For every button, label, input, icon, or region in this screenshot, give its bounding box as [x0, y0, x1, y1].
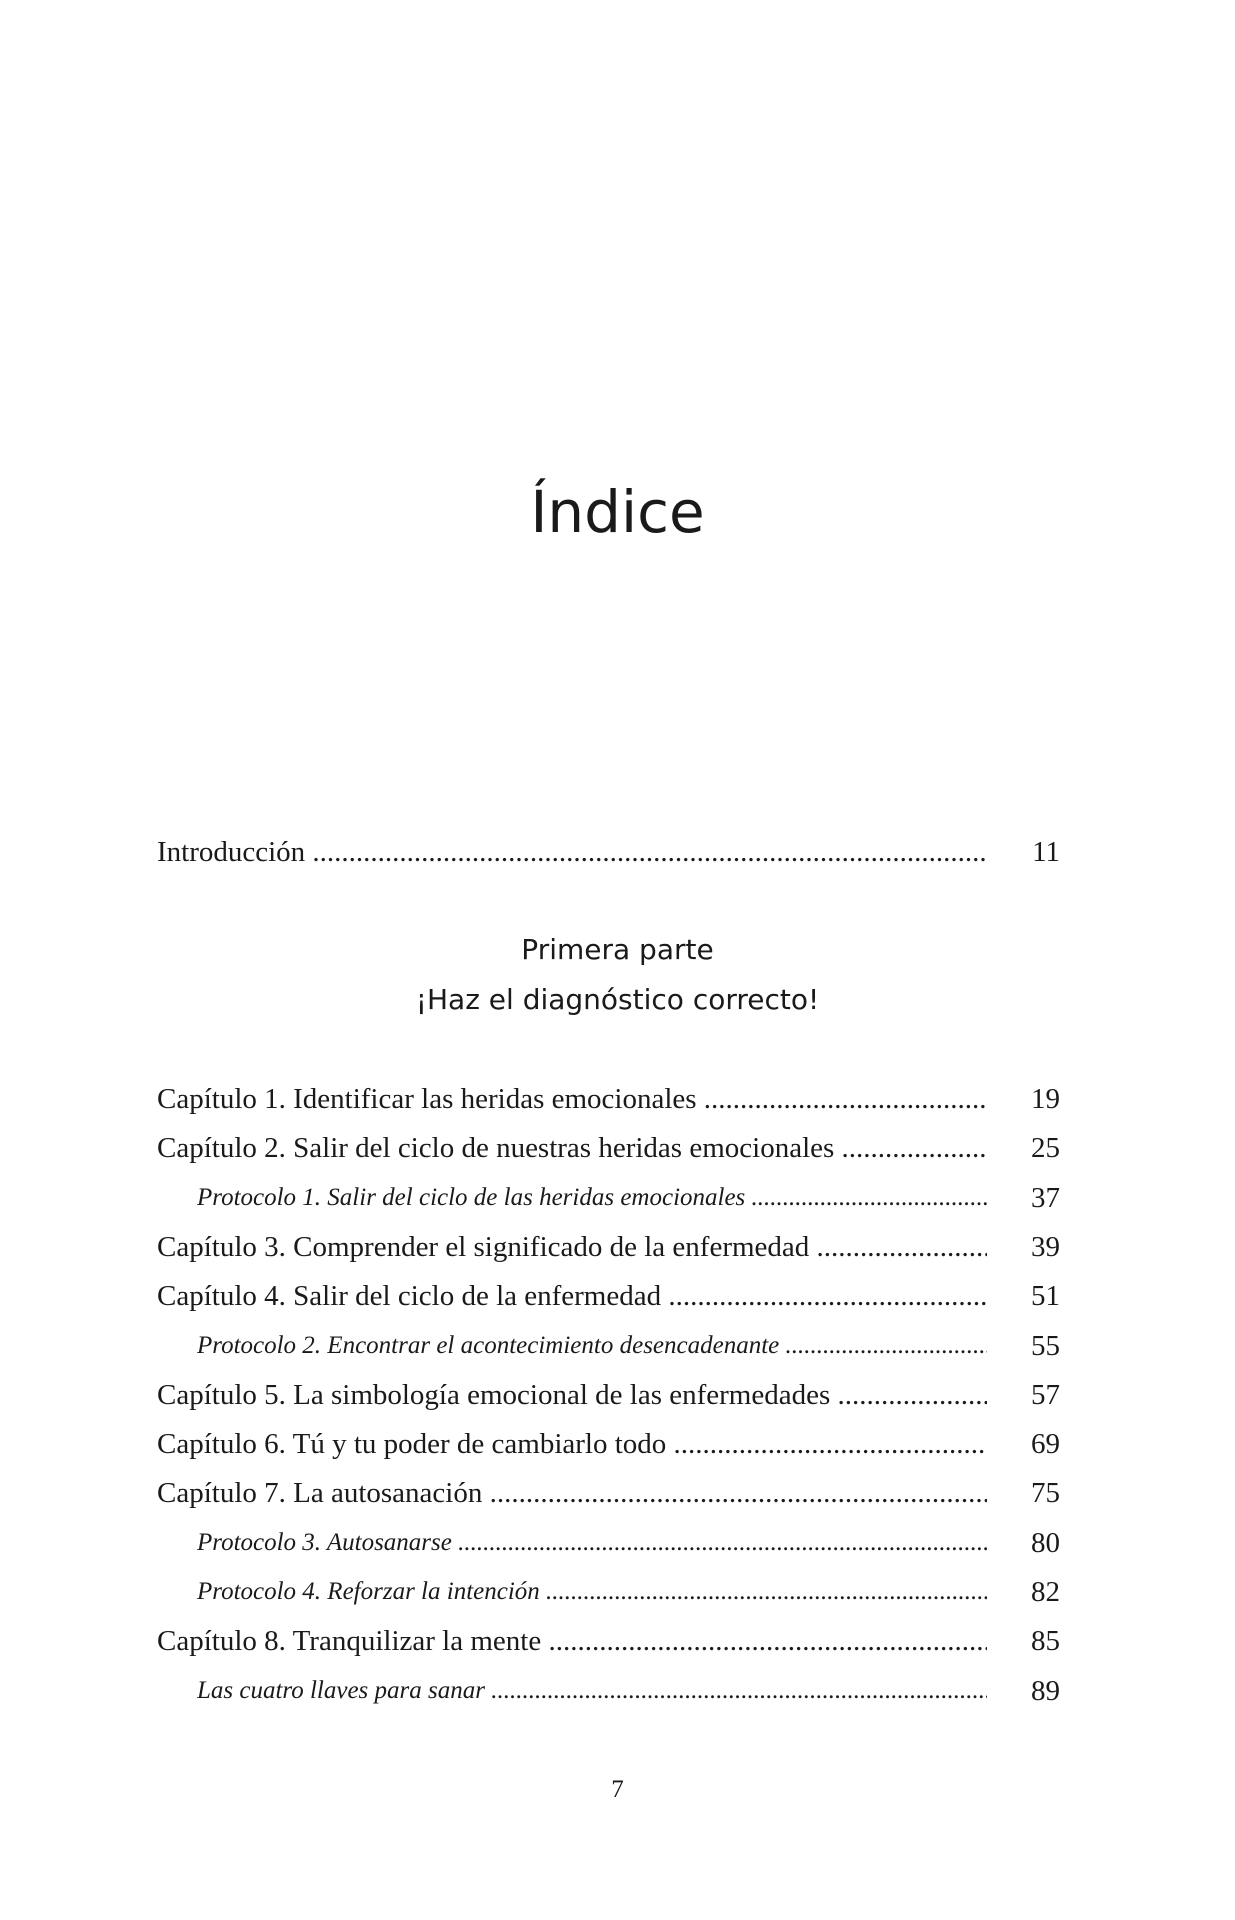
toc-entry-chapter-7[interactable] [157, 1471, 1060, 1515]
toc-entry-label: Capítulo 2. Salir del ciclo de nuestras heridas emocionales [157, 1132, 835, 1164]
toc-entry-label: Capítulo 8. Tranquilizar la mente [157, 1625, 542, 1657]
toc-entry-four-keys[interactable] [197, 1669, 1060, 1713]
page-number: 7 [611, 1776, 624, 1803]
toc-entry-introduction[interactable] [157, 830, 1060, 874]
toc-entry-page: 39 [1031, 1231, 1060, 1263]
toc-entry-protocol-2[interactable] [197, 1324, 1060, 1368]
toc-entry-chapter-4[interactable] [157, 1274, 1060, 1318]
toc-entry-protocol-1[interactable] [197, 1176, 1060, 1220]
toc-entry-label: Capítulo 5. La simbología emocional de las enfermedades [157, 1379, 831, 1411]
toc-entry-chapter-3[interactable] [157, 1225, 1060, 1269]
toc-entry-page: 85 [1031, 1625, 1060, 1657]
toc-entry-protocol-4[interactable] [197, 1570, 1060, 1614]
page-title: Índice [530, 477, 705, 546]
table-of-contents [157, 0, 1157, 1920]
toc-entry-page: 25 [1031, 1132, 1060, 1164]
part-label: Primera parte [521, 933, 714, 966]
toc-entry-label: Protocolo 1. Salir del ciclo de las heridas emocionales [197, 1184, 746, 1211]
toc-entry-page: 80 [1031, 1527, 1060, 1559]
toc-entry-chapter-1[interactable] [157, 1077, 1060, 1121]
toc-entry-page: 37 [1031, 1182, 1060, 1214]
toc-entry-page: 57 [1031, 1379, 1060, 1411]
toc-entry-chapter-8[interactable] [157, 1619, 1060, 1663]
toc-entry-chapter-2[interactable] [157, 1126, 1060, 1170]
toc-entry-page: 11 [1032, 836, 1060, 868]
toc-entry-label: Las cuatro llaves para sanar [197, 1677, 485, 1704]
toc-entry-protocol-3[interactable] [197, 1521, 1060, 1565]
toc-entry-page: 19 [1031, 1083, 1060, 1115]
toc-entry-page: 51 [1031, 1280, 1060, 1312]
toc-entry-label: Capítulo 3. Comprender el significado de la enfermedad [157, 1231, 810, 1263]
toc-entry-page: 69 [1031, 1428, 1060, 1460]
toc-entry-page: 75 [1031, 1477, 1060, 1509]
toc-entry-chapter-5[interactable] [157, 1373, 1060, 1417]
toc-entry-label: Protocolo 2. Encontrar el acontecimiento desencadenante [197, 1332, 780, 1359]
part-subtitle: ¡Haz el diagnóstico correcto! [415, 983, 820, 1016]
toc-entry-chapter-6[interactable] [157, 1422, 1060, 1466]
toc-entry-label: Protocolo 4. Reforzar la intención [197, 1578, 540, 1605]
toc-entry-label: Capítulo 6. Tú y tu poder de cambiarlo todo [157, 1428, 667, 1460]
toc-entry-label: Capítulo 1. Identificar las heridas emocionales [157, 1083, 697, 1115]
toc-entry-label: Introducción [157, 836, 306, 868]
toc-entry-page: 89 [1031, 1675, 1060, 1707]
toc-entry-page: 82 [1031, 1576, 1060, 1608]
toc-entry-page: 55 [1031, 1330, 1060, 1362]
toc-entry-label: Capítulo 4. Salir del ciclo de la enfermedad [157, 1280, 662, 1312]
toc-entry-label: Capítulo 7. La autosanación [157, 1477, 483, 1509]
toc-entry-label: Protocolo 3. Autosanarse [197, 1529, 452, 1556]
